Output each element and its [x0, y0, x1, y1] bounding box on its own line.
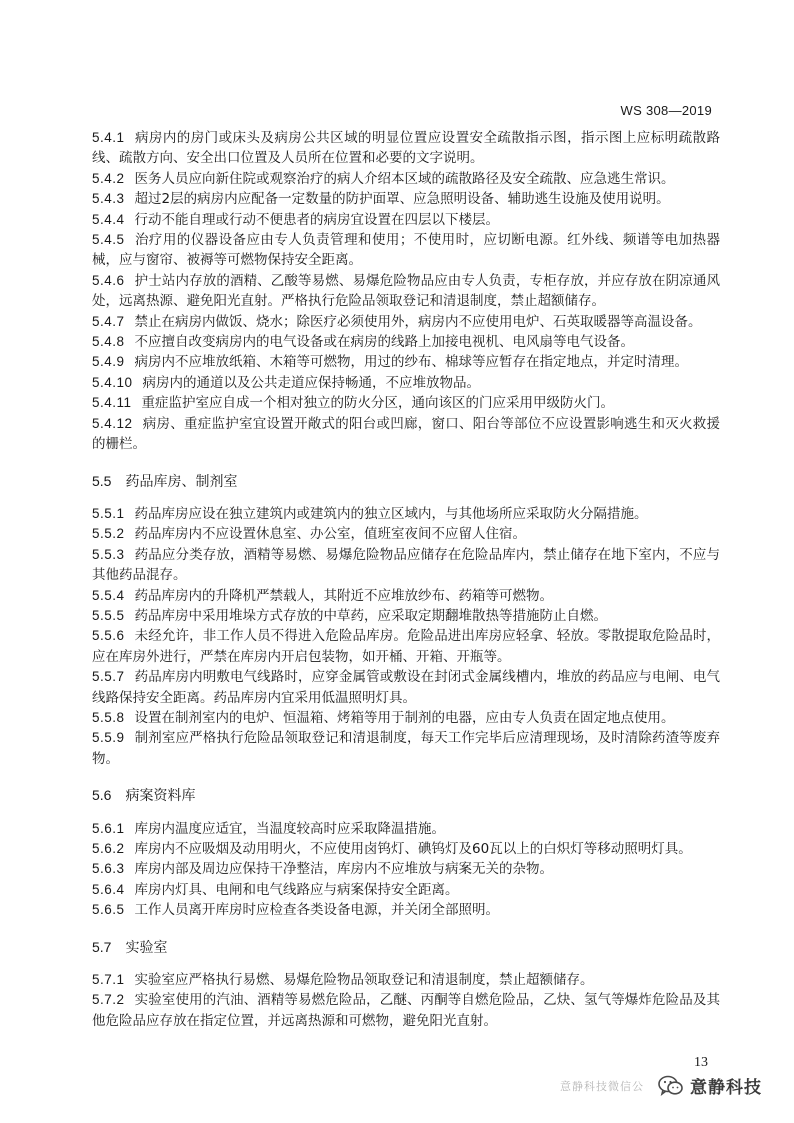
clause-number: 5.5.3 [92, 546, 125, 562]
section-title: 药品库房、制剂室 [125, 473, 238, 490]
section-title: 实验室 [125, 939, 168, 956]
clause-text: 药品库房中采用堆垛方式存放的中草药，应采取定期翻堆散热等措施防止自燃。 [134, 607, 608, 624]
clause-number: 5.5.5 [92, 607, 125, 623]
clause-number: 5.4.8 [92, 334, 125, 350]
section-heading [92, 785, 720, 806]
clause-text: 设置在制剂室内的电炉、恒温箱、烤箱等用于制剂的电器，应由专人负责在固定地点使用。 [134, 709, 675, 726]
clause-number: 5.6.1 [92, 820, 125, 836]
clause [92, 990, 720, 1031]
clause-number: 5.6.4 [92, 881, 125, 897]
clause-number: 5.7.1 [92, 972, 125, 988]
clause-text: 工作人员离开库房时应检查各类设备电源，并关闭全部照明。 [134, 902, 500, 919]
section-heading [92, 471, 720, 492]
clause-text: 病房、重症监护室宜设置开敞式的阳台或凹廊，窗口、阳台等部位不应设置影响逃生和灭火救援的栅栏。 [92, 415, 720, 453]
brand-logo [658, 1073, 762, 1098]
clause [92, 545, 720, 586]
clause-number: 5.6.5 [92, 902, 125, 918]
clause [92, 839, 720, 859]
clause [92, 606, 720, 626]
clause-number: 5.4.10 [92, 374, 133, 390]
clause-number: 5.6.3 [92, 861, 125, 877]
clause-number: 5.4.5 [92, 232, 125, 248]
clause-text: 病房内的房门或床头及病房公共区域的明显位置应设置安全疏散指示图，指示图上应标明疏散路线、疏散方向、安全出口位置及人员所在位置和必要的文字说明。 [92, 130, 720, 167]
clause-text: 重症监护室应自成一个相对独立的防火分区，通向该区的门应采用甲级防火门。 [141, 395, 615, 412]
clause-number: 5.4.4 [92, 211, 125, 227]
clause-number: 5.4.11 [92, 395, 132, 411]
clause-number: 5.4.3 [92, 191, 125, 207]
clause-text: 医务人员应向新住院或观察治疗的病人介绍本区域的疏散路径及安全疏散、应急逃生常识。 [134, 170, 675, 187]
clause-text: 禁止在病房内做饭、烧水；除医疗必须使用外，病房内不应使用电炉、石英取暖器等高温设备。 [134, 313, 702, 330]
clause-text: 实验室应严格执行易燃、易爆危险物品领取登记和清退制度，禁止超额储存。 [134, 972, 594, 989]
clause [92, 626, 720, 667]
clause [92, 667, 720, 708]
clause-number: 5.5.7 [92, 669, 125, 685]
clause [92, 230, 720, 271]
clause-number: 5.4.12 [92, 415, 133, 431]
section-number: 5.5 [92, 472, 112, 489]
clause [92, 900, 720, 920]
clause [92, 332, 720, 352]
clause [92, 312, 720, 332]
clause [92, 880, 720, 900]
document-body [92, 128, 720, 1031]
clause [92, 414, 720, 455]
clause-number: 5.5.2 [92, 526, 125, 542]
section-heading [92, 937, 720, 958]
clause [92, 352, 720, 372]
clause-text: 药品库房内不应设置休息室、办公室，值班室夜间不应留人住宿。 [134, 526, 527, 543]
clause-text: 未经允许，非工作人员不得进入危险品库房。危险品进出库房应轻拿、轻放。零散提取危险品时，应在库房外进行，严禁在库房内开启包装物，如开桶、开箱、开瓶等。 [92, 628, 720, 665]
clause [92, 189, 720, 209]
clause-number: 5.5.9 [92, 730, 125, 746]
clause [92, 271, 720, 312]
clause [92, 373, 720, 393]
clause [92, 708, 720, 728]
clause-text: 药品库房内明敷电气线路时，应穿金属管或敷设在封闭式金属线槽内，堆放的药品应与电闸、电气线路保持安全距离。药品库房内宜采用低温照明灯具。 [92, 669, 720, 706]
clause-text: 库房内灯具、电闸和电气线路应与病案保持安全距离。 [134, 881, 459, 898]
clause [92, 859, 720, 879]
clause [92, 210, 720, 230]
clause-text: 制剂室应严格执行危险品领取登记和清退制度，每天工作完毕后应清理现场，及时清除药渣等废弃物。 [92, 730, 720, 767]
clause [92, 504, 720, 524]
clause [92, 586, 720, 606]
clause-text: 病房内不应堆放纸箱、木箱等可燃物，用过的纱布、棉球等应暂存在指定地点，并定时清理。 [134, 354, 689, 371]
wechat-icon [658, 1075, 684, 1097]
clause-number: 5.4.2 [92, 170, 125, 186]
clause-number: 5.5.1 [92, 505, 125, 521]
clause [92, 128, 720, 169]
standard-code: WS 308—2019 [620, 103, 712, 118]
clause-text: 药品库房应设在独立建筑内或建筑内的独立区域内，与其他场所应采取防火分隔措施。 [134, 505, 648, 522]
clause [92, 393, 720, 413]
clause-text: 库房内不应吸烟及动用明火，不应使用卤钨灯、碘钨灯及60瓦以上的白炽灯等移动照明灯具。 [134, 841, 692, 857]
clause-text: 药品库房内的升降机严禁载人，其附近不应堆放纱布、药箱等可燃物。 [134, 587, 554, 604]
watermark-text: 意静科技微信公 [560, 1080, 644, 1093]
clause-text: 实验室使用的汽油、酒精等易燃危险品，乙醚、丙酮等自燃危险品，乙炔、氢气等爆炸危险品及其他危险品应存放在指定位置，并远离热源和可燃物，避免阳光直射。 [92, 992, 720, 1029]
clause-number: 5.5.8 [92, 709, 125, 725]
clause-number: 5.7.2 [92, 992, 125, 1008]
clause-number: 5.4.7 [92, 313, 125, 329]
section-number: 5.7 [92, 938, 112, 955]
clause-text: 治疗用的仪器设备应由专人负责管理和使用；不使用时，应切断电源。红外线、频谱等电加热器械，应与窗帘、被褥等可燃物保持安全距离。 [92, 232, 720, 269]
page-number: 13 [694, 1055, 708, 1070]
clause [92, 524, 720, 544]
clause-text: 超过2层的病房内应配备一定数量的防护面罩、应急照明设备、辅助逃生设施及使用说明。 [134, 191, 670, 208]
clause [92, 728, 720, 769]
clause-number: 5.6.2 [92, 841, 125, 856]
clause-number: 5.5.4 [92, 587, 125, 603]
brand-logo-text: 意静科技 [690, 1078, 762, 1098]
clause-text: 不应擅自改变病房内的电气设备或在病房的线路上加接电视机、电风扇等电气设备。 [134, 334, 635, 351]
clause-number: 5.4.9 [92, 354, 125, 370]
section-title: 病案资料库 [125, 788, 196, 805]
clause-text: 行动不能自理或行动不便患者的病房宜设置在四层以下楼层。 [134, 211, 500, 228]
clause-text: 库房内部及周边应保持干净整洁，库房内不应堆放与病案无关的杂物。 [134, 861, 554, 878]
clause-text: 病房内的通道以及公共走道应保持畅通，不应堆放物品。 [142, 374, 481, 391]
clause-text: 护士站内存放的酒精、乙酸等易燃、易爆危险物品应由专人负责，专柜存放，并应存放在阴凉通风处，远离热源、避免阳光直射。严格执行危险品领取登记和清退制度，禁止超额储存。 [92, 272, 720, 310]
clause-text: 药品应分类存放，酒精等易燃、易爆危险物品应储存在危险品库内，禁止储存在地下室内，不应与其他药品混存。 [92, 546, 720, 584]
clause-number: 5.4.6 [92, 272, 125, 288]
section-number: 5.6 [92, 787, 112, 804]
clause [92, 970, 720, 990]
clause [92, 169, 720, 189]
clause-text: 库房内温度应适宜，当温度较高时应采取降温措施。 [134, 820, 446, 837]
clause-number: 5.5.6 [92, 628, 125, 644]
clause-number: 5.4.1 [92, 130, 125, 145]
clause [92, 819, 720, 839]
